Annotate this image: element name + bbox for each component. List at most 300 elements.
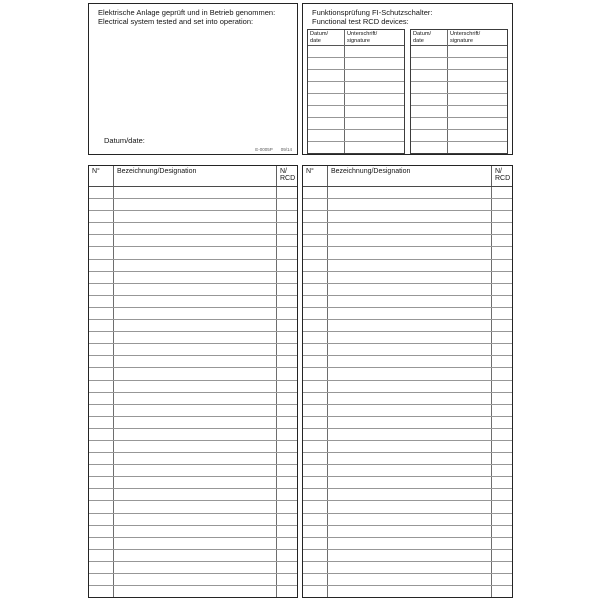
date-cell [308, 106, 345, 117]
number-cell [303, 501, 328, 512]
form-revision: 09/14 [280, 147, 292, 152]
designation-cell [328, 235, 492, 246]
rcd-table-row [411, 94, 507, 106]
rcd-cell [492, 526, 512, 537]
number-cell [89, 489, 114, 500]
rcd-cell [277, 211, 297, 222]
designation-cell [328, 260, 492, 271]
circuit-table-row [303, 223, 512, 235]
rcd-table-body [411, 46, 507, 153]
designation-cell [114, 296, 277, 307]
rcd-table-row [308, 46, 404, 58]
rcd-cell [492, 211, 512, 222]
circuit-table-row [303, 429, 512, 441]
rcd-cell [277, 332, 297, 343]
rcd-cell [492, 332, 512, 343]
circuit-table-body [89, 187, 297, 597]
circuit-table-row [303, 393, 512, 405]
designation-cell [114, 272, 277, 283]
number-cell [303, 296, 328, 307]
rcd-cell [492, 501, 512, 512]
designation-cell [114, 526, 277, 537]
number-cell [89, 417, 114, 428]
circuit-table-row [303, 417, 512, 429]
number-cell [89, 320, 114, 331]
designation-cell [114, 477, 277, 488]
number-cell [89, 332, 114, 343]
rcd-cell [492, 538, 512, 549]
designation-cell [328, 211, 492, 222]
circuit-table-row [89, 368, 297, 380]
rcd-table-row [308, 142, 404, 153]
rcd-column-header: N/ RCD [495, 167, 511, 183]
number-cell [89, 247, 114, 258]
circuit-table-row [89, 344, 297, 356]
designation-column-header: Bezeichnung/Designation [114, 166, 277, 186]
designation-cell [114, 260, 277, 271]
rcd-table-row [308, 94, 404, 106]
rcd-cell [492, 247, 512, 258]
date-cell [411, 130, 448, 141]
circuit-table-row [89, 405, 297, 417]
number-cell [303, 332, 328, 343]
circuit-table-row [303, 501, 512, 513]
rcd-cell [492, 514, 512, 525]
circuit-table-row [89, 441, 297, 453]
circuit-table-row [89, 272, 297, 284]
signature-cell [345, 94, 404, 105]
rcd-signature-tables [307, 29, 508, 154]
circuit-table-row [89, 284, 297, 296]
rcd-cell [277, 514, 297, 525]
date-cell [308, 130, 345, 141]
circuit-table-row [89, 308, 297, 320]
designation-cell [114, 320, 277, 331]
number-cell [89, 586, 114, 597]
rcd-table-row [411, 82, 507, 94]
designation-column-header: Bezeichnung/Designation [328, 166, 492, 186]
number-cell [89, 514, 114, 525]
circuit-table-row [89, 538, 297, 550]
rcd-cell [492, 284, 512, 295]
rcd-cell [492, 199, 512, 210]
number-cell [89, 465, 114, 476]
circuit-table-row [89, 562, 297, 574]
rcd-table-row [308, 130, 404, 142]
designation-cell [328, 199, 492, 210]
number-cell [89, 393, 114, 404]
rcd-cell [277, 477, 297, 488]
number-cell [89, 211, 114, 222]
circuit-table-row [303, 284, 512, 296]
designation-cell [114, 489, 277, 500]
designation-cell [114, 405, 277, 416]
designation-cell [328, 356, 492, 367]
circuit-table-row [303, 260, 512, 272]
number-cell [89, 356, 114, 367]
number-cell [89, 526, 114, 537]
number-cell [303, 393, 328, 404]
date-column-header: Datum/ date [308, 30, 345, 46]
number-cell [303, 441, 328, 452]
signature-cell [448, 46, 507, 57]
number-cell [89, 235, 114, 246]
circuit-table-row [89, 381, 297, 393]
circuit-table-header [89, 166, 297, 187]
number-cell [303, 514, 328, 525]
number-cell [89, 199, 114, 210]
rcd-cell [492, 356, 512, 367]
number-cell [303, 235, 328, 246]
designation-cell [328, 441, 492, 452]
circuit-table-row [89, 296, 297, 308]
number-cell [89, 284, 114, 295]
date-cell [308, 82, 345, 93]
circuit-table-row [303, 344, 512, 356]
date-cell [308, 142, 345, 153]
designation-cell [114, 344, 277, 355]
designation-cell [114, 574, 277, 585]
designation-cell [114, 199, 277, 210]
date-cell [411, 58, 448, 69]
designation-cell [328, 393, 492, 404]
rcd-table-row [308, 118, 404, 130]
number-cell [89, 562, 114, 573]
rcd-cell [277, 405, 297, 416]
signature-cell [448, 106, 507, 117]
circuit-table-row [89, 574, 297, 586]
number-cell [303, 477, 328, 488]
designation-cell [114, 441, 277, 452]
date-cell [308, 58, 345, 69]
designation-cell [328, 477, 492, 488]
designation-cell [114, 223, 277, 234]
circuit-table-row [303, 320, 512, 332]
signature-cell [345, 70, 404, 81]
rcd-cell [492, 393, 512, 404]
rcd-cell [277, 453, 297, 464]
number-cell [89, 538, 114, 549]
rcd-cell [277, 441, 297, 452]
rcd-cell [492, 465, 512, 476]
rcd-cell [277, 586, 297, 597]
circuit-table-row [303, 586, 512, 597]
circuit-table-header [303, 166, 512, 187]
designation-cell [328, 562, 492, 573]
designation-cell [114, 429, 277, 440]
rcd-cell [277, 574, 297, 585]
designation-cell [328, 501, 492, 512]
signature-cell [448, 58, 507, 69]
designation-cell [114, 187, 277, 198]
designation-cell [114, 308, 277, 319]
rcd-cell [492, 272, 512, 283]
number-cell [89, 574, 114, 585]
circuit-table-row [89, 223, 297, 235]
circuit-table-row [303, 368, 512, 380]
rcd-cell [277, 344, 297, 355]
circuit-table-right [302, 165, 513, 598]
signature-column-header: Unterschrift/ signature [347, 31, 378, 44]
circuit-table-row [303, 247, 512, 259]
designation-cell [114, 501, 277, 512]
circuit-table-row [303, 381, 512, 393]
designation-cell [328, 320, 492, 331]
rcd-cell [277, 465, 297, 476]
number-cell [303, 320, 328, 331]
designation-cell [328, 187, 492, 198]
circuit-table-row [303, 211, 512, 223]
rcd-table-row [411, 70, 507, 82]
rcd-cell [277, 284, 297, 295]
designation-cell [328, 550, 492, 561]
designation-cell [114, 562, 277, 573]
rcd-cell [492, 550, 512, 561]
signature-cell [448, 130, 507, 141]
circuit-table-row [89, 477, 297, 489]
number-cell [89, 308, 114, 319]
circuit-table-row [89, 489, 297, 501]
number-cell [89, 344, 114, 355]
circuit-table-body [303, 187, 512, 597]
rcd-table-row [308, 106, 404, 118]
rcd-title-de: Funktionsprüfung FI-Schutzschalter: [312, 8, 433, 17]
rcd-cell [277, 562, 297, 573]
number-cell [303, 465, 328, 476]
rcd-cell [277, 368, 297, 379]
circuit-table-row [303, 465, 512, 477]
signature-cell [448, 118, 507, 129]
date-cell [308, 94, 345, 105]
rcd-cell [277, 538, 297, 549]
designation-cell [328, 223, 492, 234]
signature-cell [448, 94, 507, 105]
circuit-table-row [89, 247, 297, 259]
rcd-table-row [411, 142, 507, 153]
rcd-cell [492, 235, 512, 246]
form-code: E-0005P [255, 147, 273, 152]
rcd-cell [492, 344, 512, 355]
rcd-cell [492, 429, 512, 440]
number-cell [89, 550, 114, 561]
circuit-table-row [303, 296, 512, 308]
rcd-cell [492, 187, 512, 198]
number-cell [89, 272, 114, 283]
circuit-table-row [303, 477, 512, 489]
date-cell [308, 70, 345, 81]
rcd-cell [277, 429, 297, 440]
date-cell [308, 118, 345, 129]
designation-cell [114, 368, 277, 379]
signature-cell [448, 142, 507, 153]
rcd-cell [492, 453, 512, 464]
rcd-cell [277, 235, 297, 246]
number-cell [303, 489, 328, 500]
designation-cell [114, 235, 277, 246]
signature-cell [345, 58, 404, 69]
number-cell [303, 562, 328, 573]
designation-cell [328, 284, 492, 295]
number-cell [303, 308, 328, 319]
date-column-header: Datum/ date [411, 30, 448, 46]
rcd-table-row [308, 70, 404, 82]
rcd-cell [277, 199, 297, 210]
rcd-cell [277, 501, 297, 512]
circuit-table-row [89, 526, 297, 538]
rcd-cell [492, 381, 512, 392]
rcd-table-body [308, 46, 404, 153]
rcd-table-row [308, 58, 404, 70]
designation-cell [328, 514, 492, 525]
circuit-table-row [89, 260, 297, 272]
rcd-table-row [411, 118, 507, 130]
rcd-title-en: Functional test RCD devices: [312, 17, 409, 27]
number-cell [89, 441, 114, 452]
number-cell [303, 429, 328, 440]
date-cell [411, 70, 448, 81]
circuit-table-row [89, 199, 297, 211]
rcd-table-header [411, 30, 507, 46]
rcd-table-header [308, 30, 404, 46]
designation-cell [114, 586, 277, 597]
number-cell [89, 368, 114, 379]
designation-cell [328, 417, 492, 428]
signature-cell [345, 142, 404, 153]
date-cell [411, 46, 448, 57]
rcd-cell [277, 381, 297, 392]
designation-cell [114, 417, 277, 428]
designation-cell [114, 453, 277, 464]
rcd-cell [492, 574, 512, 585]
number-cell [89, 381, 114, 392]
circuit-table-row [89, 417, 297, 429]
number-cell [89, 223, 114, 234]
circuit-table-row [89, 453, 297, 465]
date-cell [308, 46, 345, 57]
number-cell [303, 368, 328, 379]
circuit-table-row [303, 489, 512, 501]
rcd-table-row [411, 130, 507, 142]
number-cell [89, 477, 114, 488]
rcd-test-title [303, 4, 512, 27]
number-cell [89, 429, 114, 440]
signature-cell [448, 70, 507, 81]
number-cell [303, 272, 328, 283]
circuit-table-row [89, 187, 297, 199]
signature-cell [345, 130, 404, 141]
circuit-table-row [303, 550, 512, 562]
number-cell [303, 550, 328, 561]
commissioning-box [88, 3, 298, 155]
circuit-table-row [303, 308, 512, 320]
rcd-cell [492, 320, 512, 331]
designation-cell [328, 272, 492, 283]
rcd-cell [277, 223, 297, 234]
rcd-table-row [411, 58, 507, 70]
number-cell [303, 247, 328, 258]
rcd-column-header: N/ RCD [280, 167, 296, 183]
number-cell [303, 260, 328, 271]
date-label: Datum/date: [104, 136, 145, 145]
number-cell [303, 223, 328, 234]
circuit-table-row [89, 586, 297, 597]
date-cell [411, 82, 448, 93]
designation-cell [114, 356, 277, 367]
rcd-cell [277, 187, 297, 198]
rcd-cell [277, 417, 297, 428]
date-cell [411, 142, 448, 153]
designation-cell [114, 393, 277, 404]
circuit-table-row [89, 332, 297, 344]
designation-cell [328, 429, 492, 440]
commissioning-title [89, 4, 297, 27]
designation-cell [328, 296, 492, 307]
designation-cell [114, 514, 277, 525]
rcd-cell [277, 272, 297, 283]
designation-cell [114, 284, 277, 295]
circuit-table-row [303, 332, 512, 344]
rcd-cell [492, 260, 512, 271]
circuit-table-row [303, 574, 512, 586]
circuit-table-row [89, 320, 297, 332]
circuit-table-row [303, 187, 512, 199]
number-cell [303, 586, 328, 597]
signature-cell [345, 106, 404, 117]
number-cell [89, 187, 114, 198]
designation-cell [114, 538, 277, 549]
rcd-table-row [411, 46, 507, 58]
rcd-cell [492, 417, 512, 428]
rcd-test-box [302, 3, 513, 155]
designation-cell [328, 453, 492, 464]
designation-cell [328, 538, 492, 549]
number-cell [89, 501, 114, 512]
designation-cell [328, 381, 492, 392]
rcd-cell [492, 405, 512, 416]
designation-cell [114, 550, 277, 561]
designation-cell [328, 332, 492, 343]
number-cell [89, 260, 114, 271]
circuit-table-row [89, 550, 297, 562]
circuit-table-row [303, 538, 512, 550]
rcd-cell [492, 441, 512, 452]
number-cell [303, 211, 328, 222]
rcd-cell [277, 260, 297, 271]
number-cell [303, 405, 328, 416]
rcd-cell [492, 586, 512, 597]
designation-cell [328, 344, 492, 355]
rcd-signature-table-2 [410, 29, 508, 154]
circuit-table-row [89, 211, 297, 223]
rcd-cell [277, 356, 297, 367]
circuit-table-row [303, 199, 512, 211]
number-column-header: N° [89, 166, 114, 186]
number-cell [303, 199, 328, 210]
rcd-cell [492, 562, 512, 573]
circuit-table-row [89, 501, 297, 513]
rcd-cell [277, 526, 297, 537]
designation-cell [328, 247, 492, 258]
commissioning-title-en: Electrical system tested and set into operation: [98, 17, 254, 27]
number-cell [89, 405, 114, 416]
form-print [255, 147, 292, 152]
circuit-table-row [303, 405, 512, 417]
designation-cell [114, 211, 277, 222]
circuit-table-row [89, 514, 297, 526]
number-cell [303, 453, 328, 464]
circuit-table-row [303, 441, 512, 453]
circuit-table-row [303, 356, 512, 368]
